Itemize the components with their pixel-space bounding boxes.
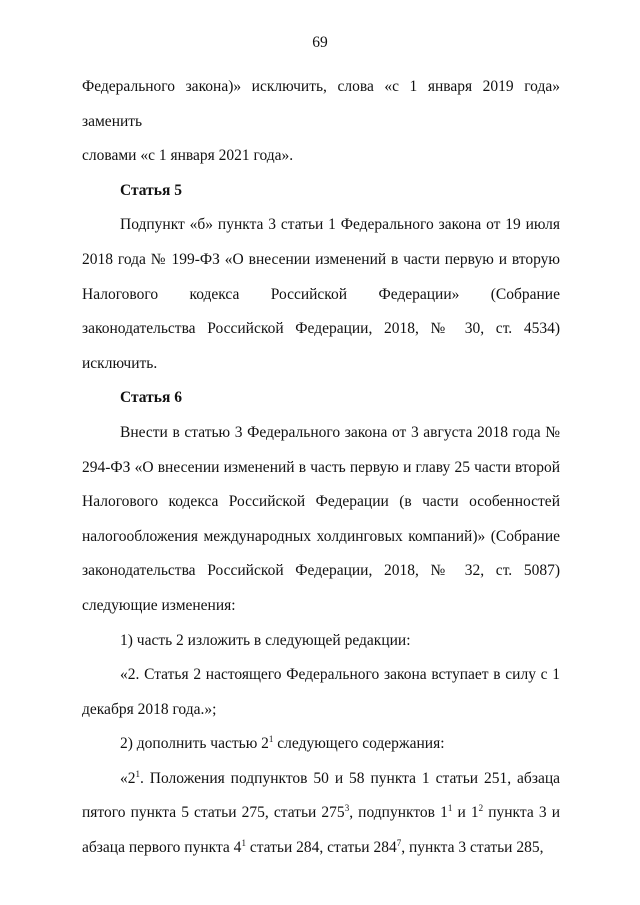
item-1: 1) часть 2 изложить в следующей редакции:	[120, 631, 411, 649]
paragraph-continuation: Федерального закона)» исключить, слова «с 1 января 2019 года» заменить	[82, 78, 560, 130]
article-6-text: Внести в статью 3 Федерального закона от 3 августа 2018 года № 294-ФЗ «О внесении изменений в часть первую и главу 25 части второй Налогового кодекса Российской Федерации (в части особенностей налогообложения международных холдинговых компаний)» (Собрание законодательства Российской Федерации, 2018, № 32, ст. 5087) следующие изменения:	[82, 423, 560, 614]
item-2: 2) дополнить частью $2^1$ следующего содержания:	[120, 734, 445, 753]
quote-1: «2. Статья 2 настоящего Федерального закона вступает в силу с 1 декабря 2018 года.»;	[82, 666, 560, 718]
paragraph-continuation-end: словами «с 1 января 2021 года».	[82, 147, 294, 165]
quote-2: «$2^1$. Положения подпунктов 50 и 58 пункта 1 статьи 251, абзаца пятого пункта 5 статьи 275, статьи $275^3$, подпунктов $1^1$ и $1^2$ пункта 3 и абзаца первого пункта $4^1$ статьи 284, статьи $284^7$, пункта 3 статьи 285,	[82, 768, 560, 857]
article-6-heading: Статья 6	[120, 389, 182, 407]
article-5-heading: Статья 5	[120, 181, 182, 199]
page-number: 69	[312, 34, 328, 51]
article-5-text: Подпункт «б» пункта 3 статьи 1 Федерального закона от 19 июля 2018 года № 199-ФЗ «О внесении изменений в части первую и вторую Налогового кодекса Российской Федерации» (Собрание законодательства Российской Федерации, 2018, № 30, ст. 4534) исключить.	[82, 216, 560, 372]
document-body	[82, 70, 560, 866]
